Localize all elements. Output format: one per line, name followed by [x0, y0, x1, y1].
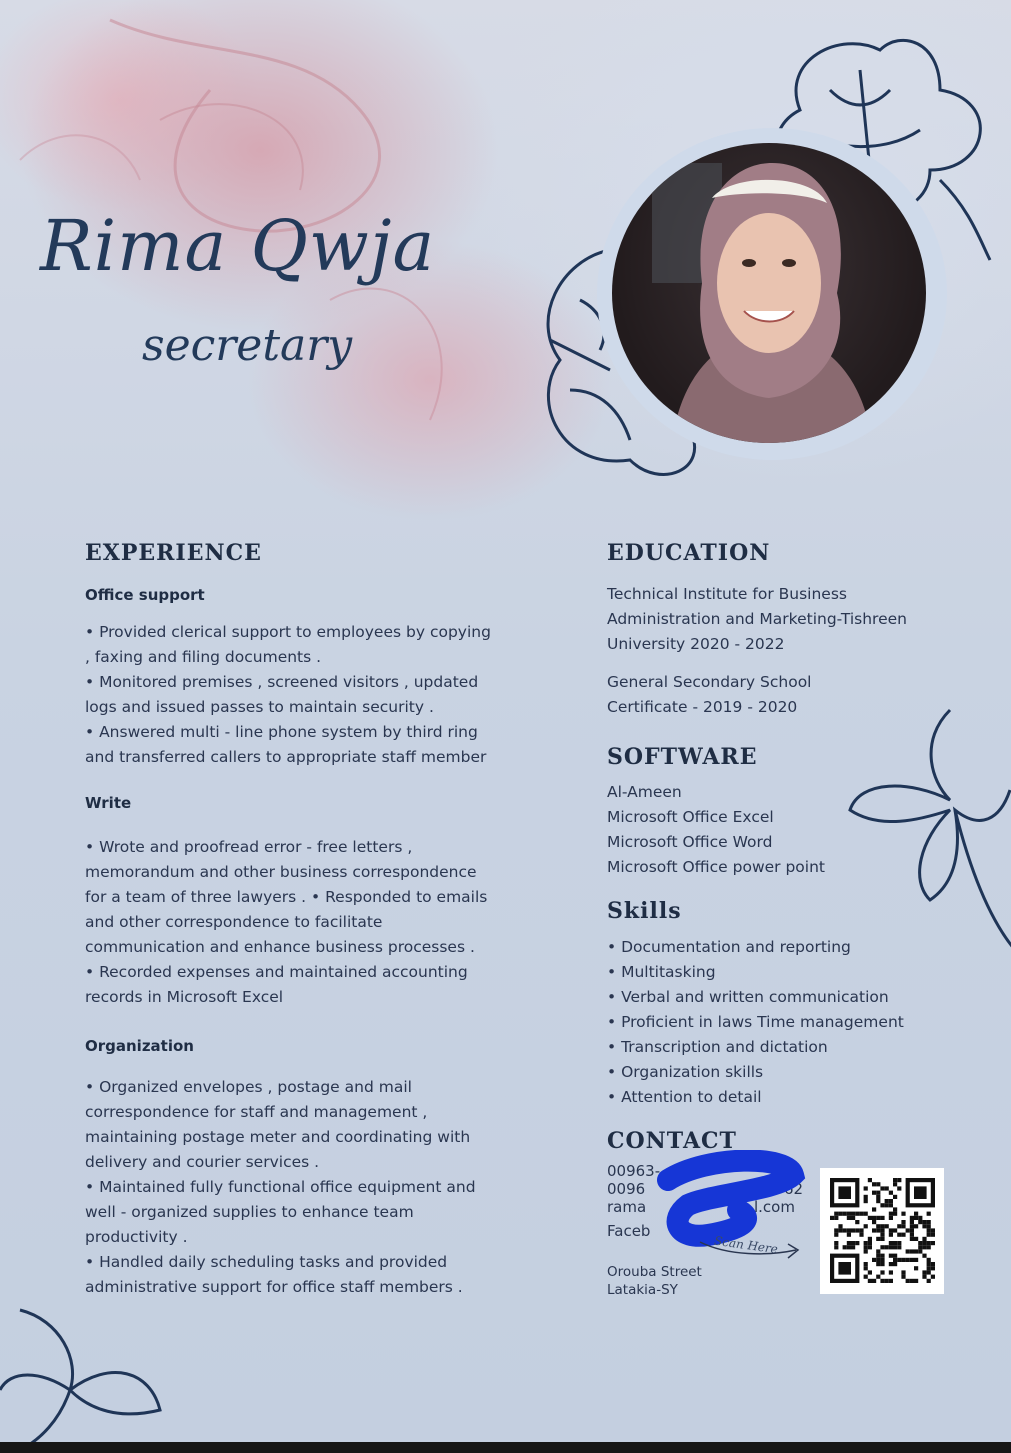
profile-photo	[612, 143, 926, 443]
experience-group-title: Organization	[85, 1037, 194, 1055]
person-name: Rima Qwja	[40, 205, 436, 287]
experience-group-body	[85, 1075, 476, 1300]
contact-facebook: Faceb	[607, 1222, 651, 1240]
skill-item: • Proficient in laws Time management	[607, 1013, 904, 1031]
text-line: logs and issued passes to maintain security .	[85, 698, 434, 716]
experience-group-body	[85, 620, 491, 770]
text-line: • Organized envelopes , postage and mail	[85, 1078, 412, 1096]
text-line: University 2020 - 2022	[607, 635, 785, 653]
experience-group-title: Office support	[85, 586, 205, 604]
text-line: records in Microsoft Excel	[85, 988, 284, 1006]
text-line: • Recorded expenses and maintained accounting	[85, 963, 468, 981]
software-item: Microsoft Office power point	[607, 858, 825, 876]
text-line: Technical Institute for Business	[607, 585, 847, 603]
software-list	[607, 780, 825, 880]
text-line: for a team of three lawyers . • Responded to emails	[85, 888, 488, 906]
text-line: well - organized supplies to enhance team	[85, 1203, 414, 1221]
education-entry	[607, 582, 907, 657]
text-line: • Monitored premises , screened visitors , updated	[85, 673, 479, 691]
job-title: secretary	[142, 320, 353, 371]
skill-item: • Attention to detail	[607, 1088, 762, 1106]
skills-heading: Skills	[607, 898, 682, 924]
text-line: correspondence for staff and management ,	[85, 1103, 428, 1121]
text-line: memorandum and other business correspondence	[85, 863, 477, 881]
address	[607, 1263, 702, 1299]
skill-item: • Verbal and written communication	[607, 988, 889, 1006]
text-line: • Answered multi - line phone system by third ring	[85, 723, 478, 741]
software-item: Microsoft Office Excel	[607, 808, 774, 826]
text-line: , faxing and filing documents .	[85, 648, 322, 666]
text-line: Administration and Marketing-Tishreen	[607, 610, 907, 628]
text-line: communication and enhance business processes .	[85, 938, 475, 956]
text-line: and transferred callers to appropriate staff member	[85, 748, 487, 766]
text-line: • Maintained fully functional office equipment and	[85, 1178, 476, 1196]
text-line: l.com	[754, 1198, 795, 1216]
software-item: Microsoft Office Word	[607, 833, 773, 851]
experience-group-body	[85, 835, 487, 1010]
skill-item: • Transcription and dictation	[607, 1038, 828, 1056]
text-line: Certificate - 2019 - 2020	[607, 698, 798, 716]
skill-item: • Multitasking	[607, 963, 716, 981]
text-line: 62	[784, 1180, 804, 1198]
qr-code-icon	[820, 1168, 944, 1294]
contact-heading: CONTACT	[607, 1128, 737, 1154]
flower-bottom-left-icon	[0, 1300, 170, 1442]
contact-phone-2: 0096	[607, 1180, 646, 1198]
text-line: administrative support for office staff members .	[85, 1278, 463, 1296]
text-line: • Wrote and proofread error - free letters ,	[85, 838, 413, 856]
skill-item: • Organization skills	[607, 1063, 764, 1081]
text-line: 5	[784, 1162, 794, 1180]
text-line: maintaining postage meter and coordinating with	[85, 1128, 471, 1146]
software-item: Al-Ameen	[607, 783, 682, 801]
skill-item: • Documentation and reporting	[607, 938, 851, 956]
flower-right-icon	[840, 700, 1011, 960]
contact-email: rama	[607, 1198, 647, 1216]
scan-here-note: Scan Here	[713, 1233, 779, 1257]
text-line: General Secondary School	[607, 673, 812, 691]
text-line: • Provided clerical support to employees by copying	[85, 623, 491, 641]
text-line: Orouba Street	[607, 1264, 702, 1280]
contact-phone-1: 00963-	[607, 1162, 661, 1180]
qr-code[interactable]	[820, 1168, 944, 1294]
experience-group-title: Write	[85, 794, 132, 812]
text-line: and other correspondence to facilitate	[85, 913, 383, 931]
text-line: • Handled daily scheduling tasks and provided	[85, 1253, 448, 1271]
text-line: productivity .	[85, 1228, 188, 1246]
text-line: delivery and courier services .	[85, 1153, 320, 1171]
experience-heading: EXPERIENCE	[85, 540, 262, 566]
software-heading: SOFTWARE	[607, 744, 758, 770]
education-entry	[607, 670, 811, 720]
education-heading: EDUCATION	[607, 540, 771, 566]
skills-list	[607, 935, 904, 1110]
person-portrait-icon	[612, 143, 926, 443]
text-line: Latakia-SY	[607, 1282, 678, 1298]
bottom-bar	[0, 1442, 1011, 1453]
